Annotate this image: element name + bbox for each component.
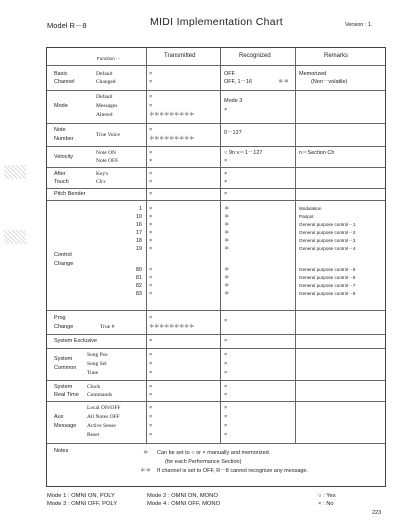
mode-legend: Mode 3 : OMNI OFF, POLY: [47, 501, 118, 507]
column-header-function: Function ···: [97, 56, 121, 61]
sub-label: Song Pos: [87, 352, 108, 358]
transmitted-value: ×: [149, 414, 153, 420]
control-number: 1: [138, 206, 142, 212]
row-label-common: Common: [54, 365, 77, 371]
remark-text: General purpose control－6: [299, 275, 356, 280]
row-label-note: Note: [54, 127, 66, 133]
remark-text: General purpose control－8: [299, 291, 356, 296]
sub-label: Note ON: [96, 150, 117, 156]
transmitted-value: ×: [149, 179, 153, 185]
control-number: 81: [135, 275, 142, 281]
mode-legend: Mode 4 : OMNI OFF, MONO: [147, 501, 221, 507]
recognized-value: ×: [224, 318, 228, 324]
scan-speck: [4, 165, 26, 179]
recognized-value: ＊: [224, 206, 230, 212]
row-label-message: Message: [54, 423, 77, 429]
remark-text: Modulation: [299, 206, 322, 211]
column-header-transmitted: Transmitted: [164, 53, 196, 59]
transmitted-value: ×: [149, 275, 153, 281]
row-label-basic: Basic: [54, 71, 68, 77]
remark-text: Panpot: [299, 214, 314, 219]
sub-label: Note OFF: [96, 158, 119, 164]
transmitted-value: ×: [149, 338, 153, 344]
recognized-value: ×: [224, 171, 228, 177]
remark-text: General purpose control－5: [299, 267, 356, 272]
transmitted-value: ×: [149, 246, 153, 252]
page-number: 223: [372, 510, 382, 516]
row-label-mode: Mode: [54, 103, 68, 109]
transmitted-value: ×: [149, 150, 153, 156]
recognized-value: ＊: [224, 230, 230, 236]
transmitted-value: ×: [149, 432, 153, 438]
sub-label: Tune: [87, 370, 99, 376]
transmitted-value: ×: [149, 370, 153, 376]
row-label-change: Change: [54, 324, 74, 330]
footnote-marker: ＊＊: [140, 468, 152, 474]
row-label-channel: Channel: [54, 79, 75, 85]
transmitted-value: ×: [149, 94, 153, 100]
recognized-value: ×: [224, 158, 228, 164]
sub-label: Commands: [87, 392, 113, 398]
notes-label: Notes: [54, 448, 69, 454]
mode-legend: Mode 1 : OMNI ON, POLY: [47, 493, 115, 499]
sub-label: Song Sel: [87, 361, 107, 367]
sub-label: Ch's: [96, 179, 106, 185]
transmitted-value: ×: [149, 158, 153, 164]
recognized-value: Mode 3: [224, 98, 243, 104]
row-label-pitch-bender: Pitch Bender: [54, 191, 86, 197]
recognized-value: ×: [224, 405, 228, 411]
transmitted-value: ×: [149, 191, 153, 197]
recognized-value: ○ 9n v＝1－127: [224, 150, 263, 156]
recognized-value: ＊: [224, 214, 230, 220]
control-number: 83: [135, 291, 142, 297]
column-divider: [295, 48, 296, 443]
recognized-value: 0－127: [224, 130, 242, 136]
sub-label: Key's: [96, 171, 109, 177]
remark-text: (Non－volatile): [311, 79, 348, 85]
transmitted-value: ×: [149, 267, 153, 273]
remark-text: Memorized: [299, 71, 327, 77]
column-header-recognized: Recognized: [239, 53, 271, 59]
mode-legend: Mode 2 : OMNI ON, MONO: [147, 493, 218, 499]
control-number: 19: [135, 246, 142, 252]
row-label-system: System: [54, 356, 73, 362]
transmitted-value: ×: [149, 392, 153, 398]
transmitted-value: ＊＊＊＊＊＊＊＊＊: [149, 324, 195, 330]
transmitted-value: ×: [149, 103, 153, 109]
control-number: 82: [135, 283, 142, 289]
row-label-after: After: [54, 171, 66, 177]
transmitted-value: ×: [149, 171, 153, 177]
sub-label: True #: [100, 324, 115, 330]
sub-label: Active Sense: [87, 423, 116, 429]
sub-label: Clock: [87, 384, 101, 390]
remark-text: General purpose control－3: [299, 238, 356, 243]
row-label-control: Control: [54, 252, 72, 258]
sub-label: Local ON/OFF: [87, 405, 121, 411]
symbol-key-no: × : No: [318, 501, 334, 507]
transmitted-value: ×: [149, 222, 153, 228]
control-number: 18: [135, 238, 142, 244]
column-header-remarks: Remarks: [324, 53, 349, 59]
transmitted-value: ×: [149, 361, 153, 367]
recognized-value: ＊: [224, 246, 230, 252]
remark-text: General purpose control－2: [299, 230, 356, 235]
transmitted-value: ＊＊＊＊＊＊＊＊＊: [149, 112, 195, 118]
recognized-value: ×: [224, 432, 228, 438]
transmitted-value: ×: [149, 283, 153, 289]
transmitted-value: ×: [149, 71, 153, 77]
row-label-change: Change: [54, 261, 74, 267]
row-label-aux: Aux: [54, 414, 64, 420]
midi-implementation-table: [46, 47, 386, 487]
remark-text: General purpose control－7: [299, 283, 356, 288]
recognized-value: ×: [224, 338, 228, 344]
recognized-value: ×: [224, 414, 228, 420]
sub-label: Default: [96, 94, 113, 100]
transmitted-value: ×: [149, 214, 153, 220]
recognized-value: ＊: [224, 238, 230, 244]
recognized-value: ＊: [224, 275, 230, 281]
recognized-value: ×: [224, 191, 228, 197]
recognized-value: ＊: [224, 291, 230, 297]
control-number: 17: [135, 230, 142, 236]
recognized-value: ×: [224, 392, 228, 398]
sub-label: Messages: [96, 103, 118, 109]
remark-text: n＝Section Ch: [299, 150, 335, 156]
transmitted-value: ×: [149, 127, 153, 133]
control-number: 80: [135, 267, 142, 273]
sub-label: Changed: [96, 79, 116, 85]
sub-label: Altered: [96, 112, 113, 118]
remark-text: General purpose control－1: [299, 222, 356, 227]
row-label-velocity: Velocity: [54, 154, 73, 160]
symbol-key-yes: ○ : Yes: [318, 493, 336, 499]
transmitted-value: ×: [149, 79, 153, 85]
model-name: Model R－8: [47, 21, 87, 30]
recognized-value: ×: [224, 352, 228, 358]
recognized-value: ×: [224, 361, 228, 367]
note-text: If channel is set to OFF, R－8 cannot recognize any message.: [157, 468, 309, 474]
control-number: 16: [135, 222, 142, 228]
footnote-marker: ＊: [143, 450, 149, 456]
transmitted-value: ×: [149, 230, 153, 236]
remark-text: General purpose control－4: [299, 246, 356, 251]
recognized-value: ＊: [224, 222, 230, 228]
recognized-value: ×: [224, 370, 228, 376]
column-divider: [220, 48, 221, 443]
footnote-marker: ＊＊: [278, 79, 290, 85]
transmitted-value: ×: [149, 384, 153, 390]
row-label-system: System: [54, 384, 73, 390]
control-number: 10: [135, 214, 142, 220]
note-text: (for each Performance Section): [165, 459, 242, 465]
note-text: Can be set to ○ or × manually and memorized.: [157, 450, 271, 456]
row-label-prog: Prog: [54, 315, 66, 321]
sub-label: Default: [96, 71, 113, 77]
scan-speck: [4, 230, 26, 244]
row-label-system-exclusive: System Exclusive: [54, 338, 98, 344]
recognized-value: ×: [224, 384, 228, 390]
recognized-value: ×: [224, 179, 228, 185]
recognized-value: ×: [224, 423, 228, 429]
recognized-value: ＊: [224, 283, 230, 289]
sub-label: True Voice: [96, 132, 120, 138]
transmitted-value: ×: [149, 352, 153, 358]
transmitted-value: ×: [149, 405, 153, 411]
row-label-real-time: Real Time: [54, 392, 79, 398]
transmitted-value: ×: [149, 238, 153, 244]
transmitted-value: ×: [149, 315, 153, 321]
row-label-number: Number: [54, 136, 74, 142]
column-divider: [146, 48, 147, 443]
version-label: Version : 1.: [345, 22, 373, 28]
row-label-touch: Touch: [54, 179, 69, 185]
transmitted-value: ×: [149, 206, 153, 212]
recognized-value: OFF: [224, 71, 235, 77]
transmitted-value: ＊＊＊＊＊＊＊＊＊: [149, 136, 195, 142]
sub-label: Reset: [87, 432, 100, 438]
sub-label: All Notes OFF: [87, 414, 120, 420]
recognized-value: ×: [224, 107, 228, 113]
recognized-value: OFF, 1－16: [224, 79, 253, 85]
recognized-value: ＊: [224, 267, 230, 273]
chart-title: MIDI Implementation Chart: [150, 16, 283, 28]
transmitted-value: ×: [149, 423, 153, 429]
transmitted-value: ×: [149, 291, 153, 297]
